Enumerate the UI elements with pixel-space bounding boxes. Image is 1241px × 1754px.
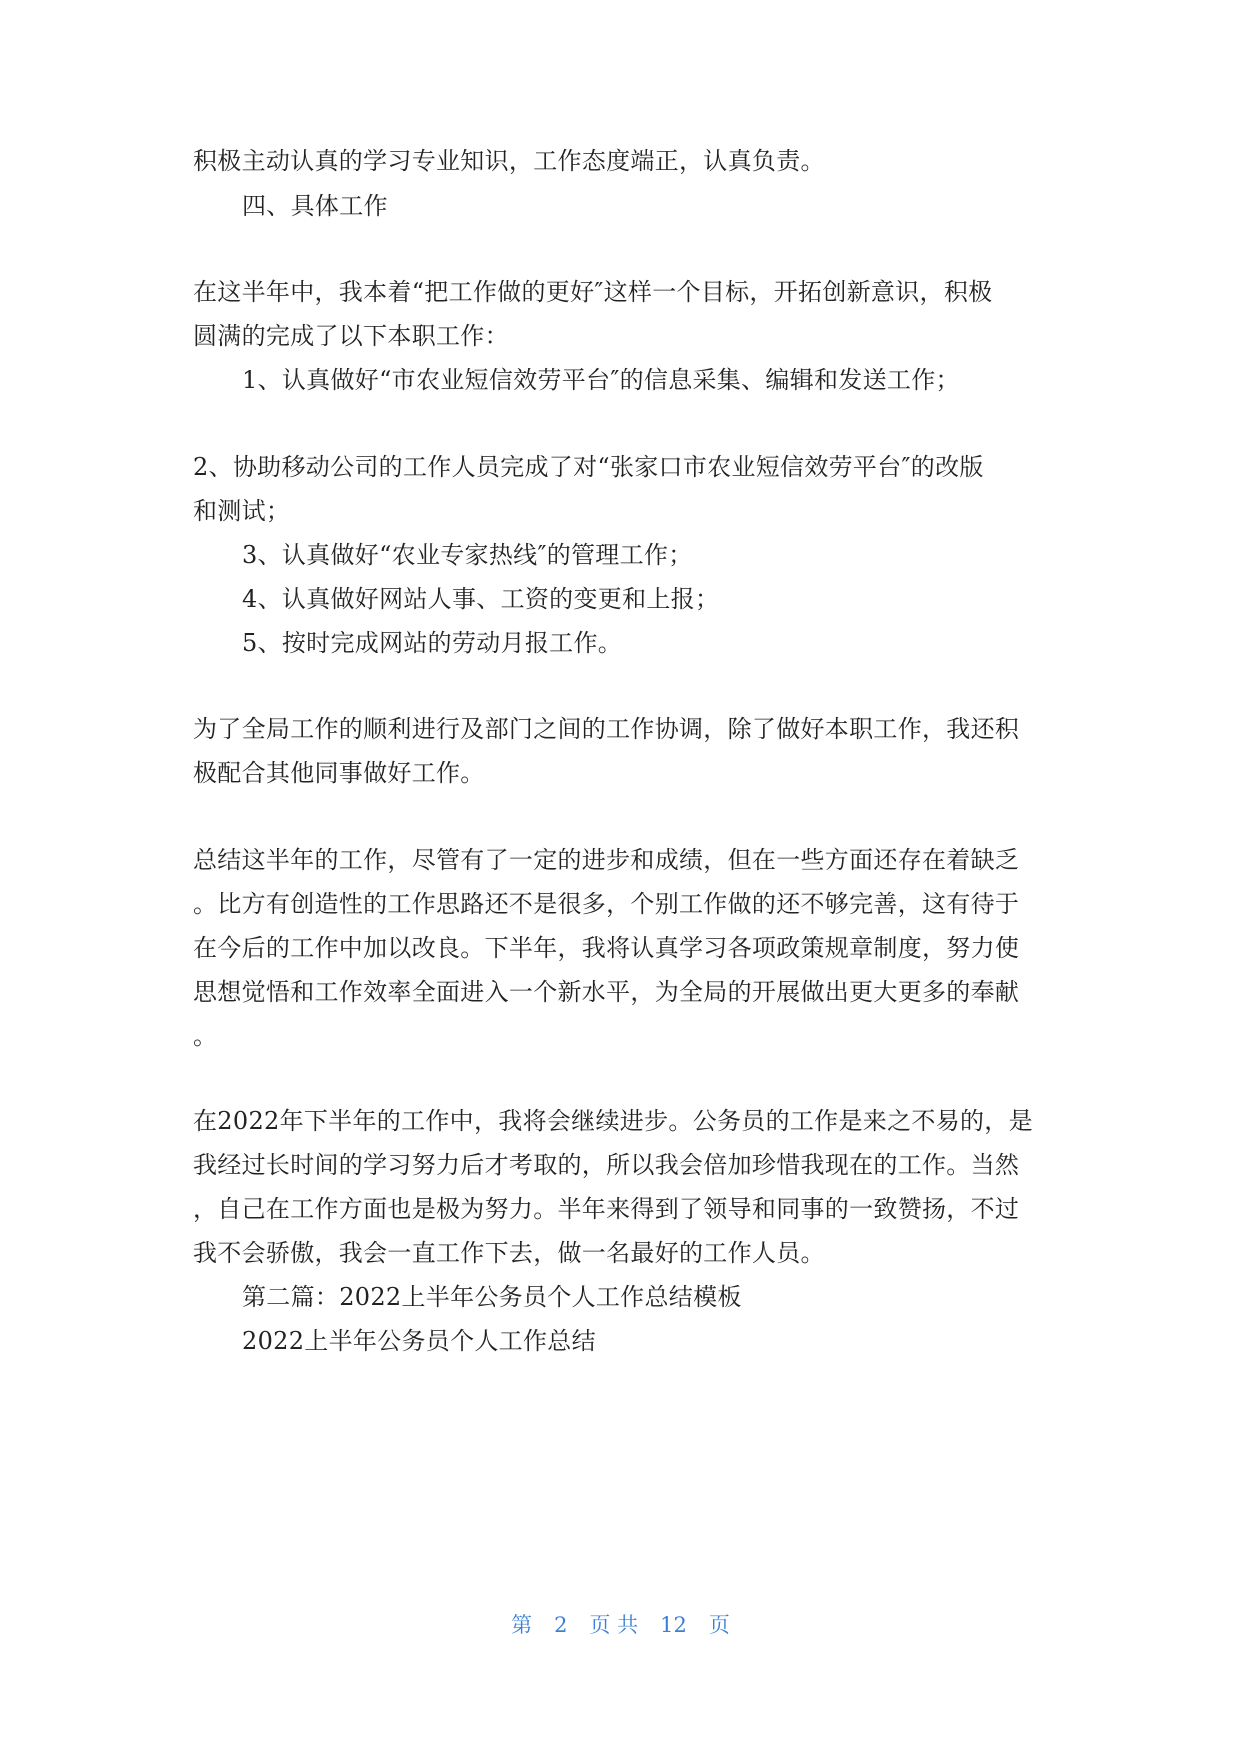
footer-middle: 页 共 (589, 1613, 639, 1637)
text-line: 我不会骄傲，我会一直工作下去，做一名最好的工作人员。 (193, 1239, 825, 1267)
text-line: 在2022年下半年的工作中，我将会继续进步。公务员的工作是来之不易的，是 (193, 1107, 1033, 1135)
list-item: 1、认真做好“市农业短信效劳平台″的信息采集、编辑和发送工作； (242, 366, 960, 394)
list-item: 4、认真做好网站人事、工资的变更和上报； (242, 585, 720, 613)
text-line: 积极主动认真的学习专业知识，工作态度端正，认真负责。 (193, 147, 825, 175)
text-line: 总结这半年的工作，尽管有了一定的进步和成绩，但在一些方面还存在着缺乏 (193, 846, 1020, 874)
text-line: 圆满的完成了以下本职工作： (193, 322, 509, 350)
footer-total-pages: 12 (660, 1613, 687, 1637)
text-line: 。 (193, 1022, 218, 1050)
list-item: 3、认真做好“农业专家热线″的管理工作； (242, 541, 693, 569)
text-line: 我经过长时间的学习努力后才考取的，所以我会倍加珍惜我现在的工作。当然 (193, 1151, 1020, 1179)
footer-prefix: 第 (511, 1613, 533, 1637)
text-line: 思想觉悟和工作效率全面进入一个新水平，为全局的开展做出更大更多的奉献 (193, 978, 1020, 1006)
section-subtitle: 2022上半年公务员个人工作总结 (242, 1327, 596, 1355)
footer-suffix: 页 (708, 1613, 730, 1637)
list-item: 2、协助移动公司的工作人员完成了对“张家口市农业短信效劳平台″的改版 (193, 453, 984, 481)
text-line: 和测试； (193, 497, 291, 525)
page-footer (0, 1612, 1241, 1638)
section-title: 第二篇：2022上半年公务员个人工作总结模板 (242, 1283, 742, 1311)
text-line: 。比方有创造性的工作思路还不是很多，个别工作做的还不够完善，这有待于 (193, 890, 1020, 918)
section-heading: 四、具体工作 (242, 192, 388, 220)
text-line: 在这半年中，我本着“把工作做的更好″这样一个目标，开拓创新意识，积极 (193, 278, 993, 306)
text-line: 极配合其他同事做好工作。 (193, 759, 485, 787)
list-item: 5、按时完成网站的劳动月报工作。 (242, 629, 623, 657)
text-line: 为了全局工作的顺利进行及部门之间的工作协调，除了做好本职工作，我还积 (193, 715, 1020, 743)
text-line: 在今后的工作中加以改良。下半年，我将认真学习各项政策规章制度，努力使 (193, 934, 1020, 962)
footer-page-number: 2 (554, 1613, 568, 1637)
text-line: ，自己在工作方面也是极为努力。半年来得到了领导和同事的一致赞扬，不过 (193, 1195, 1020, 1223)
